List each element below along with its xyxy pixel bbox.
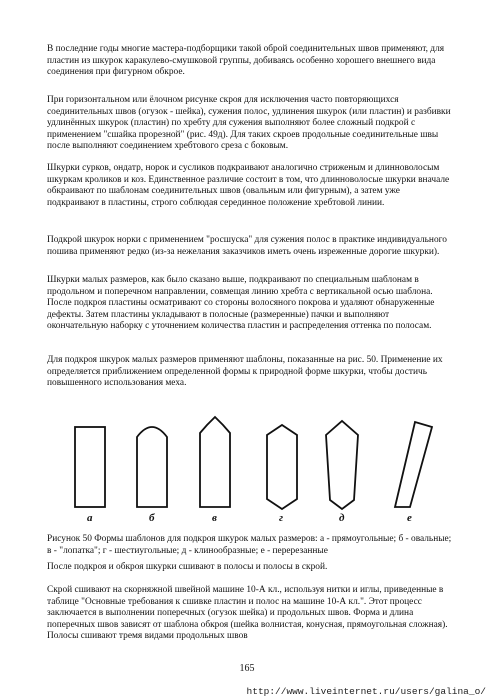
paragraph-4: Подкрой шкурок норки с применением "росшуска" для сужения полос в практике индивидуального пошива применяют редко (из-за нежелания заказчиков иметь очень изреженные дорогие шкурки). xyxy=(47,235,447,257)
paragraph-6: Для подкроя шкурок малых размеров применяют шаблоны, показанные на рис. 50. Применение их определяется приближением определенной формы к природной форме шкурки, чтобы достичь повышенного использования меха. xyxy=(47,355,443,389)
watermark-url: http://www.liveinternet.ru/users/galina_o/ xyxy=(246,686,486,697)
paragraph-3: Шкурки сурков, ондатр, норок и сусликов подкраивают аналогично стриженым и длинноволосым шкуркам кроликов и коз. Единственное различие состоит в том, что длинноволосые шкурки вначале обкраивают по шаблонам соединительных швов (овальным или фигурным), а затем уже подкраивают в пластины, строго соблюдая серединное положение хребтовой линии. xyxy=(47,163,450,208)
shape-oval xyxy=(137,427,167,507)
page-number: 165 xyxy=(239,663,255,674)
paragraph-7: После подкроя и обкроя шкурки сшивают в полосы и полосы в скрой. xyxy=(47,562,328,572)
paragraph-2: При горизонтальном или ёлочном рисунке скроя для исключения часто повторяющихся соединительных швов (огузок - шейка), сужения полос, удлинения шкурок (или пластин) и разбивки удлинённых шкурок (пластин) по хребту для сужения выполняют более сложный подкрой с применением "сшайка прорезной" (рис. 49д). Для таких скроев продольные соединительные швы после выполняют соединением хребтового среза с боковым. xyxy=(47,95,451,152)
label-g: г xyxy=(279,512,284,524)
paragraph-1: В последние годы многие мастера-подборщики такой оброй соединительных швов применяют, для пластин из шкурок каракулево-смушковой группы, добиваясь особенно хорошего внешнего вида соединения при фигурном обкрое. xyxy=(47,44,445,78)
shape-parallelogram xyxy=(395,422,432,507)
shape-spade xyxy=(200,417,230,507)
paragraph-8: Скрой сшивают на скорняжной швейной машине 10-А кл., используя нитки и иглы, приведенные в таблице "Основные требования к сшивке пластин и полос на машине 10-А кл.". Этот процесс заключается в выполнении поперечных (огузок шейка) и продольных швов. Форма и длина поперечных швов зависят от шаблона обкроя (шейка волнистая, конусная, прямоугольная сложная). Полосы сшивают тремя видами продольных швов xyxy=(47,585,448,642)
shape-hexagon xyxy=(267,425,297,509)
paragraph-5: Шкурки малых размеров, как было сказано выше, подкраивают по специальным шаблонам в продольном и поперечном направлении, совмещая линию хребта с вертикальной осью шаблона. После подкроя пластины осматривают со стороны волосяного покрова и удаляют обнаруженные дефекты. Затем пластины укладывают в полосные (размеренные) пачки и выполняют окончательную наборку с уточнением количества пластин и распределения оттенка по полосам. xyxy=(47,275,435,332)
label-d: д xyxy=(339,512,345,524)
label-b: б xyxy=(149,512,155,524)
label-v: в xyxy=(212,512,217,524)
label-a: а xyxy=(87,512,93,524)
shape-wedge xyxy=(326,421,358,509)
label-e: е xyxy=(407,512,412,524)
shape-rectangle xyxy=(75,427,105,507)
template-shapes-figure xyxy=(60,395,440,525)
figure-caption: Рисунок 50 Формы шаблонов для подкроя шкурок малых размеров: а - прямоугольные; б - овальные; в - "лопатка"; г - шестиугольные; д - клинообразные; е - перерезанные xyxy=(47,534,452,556)
